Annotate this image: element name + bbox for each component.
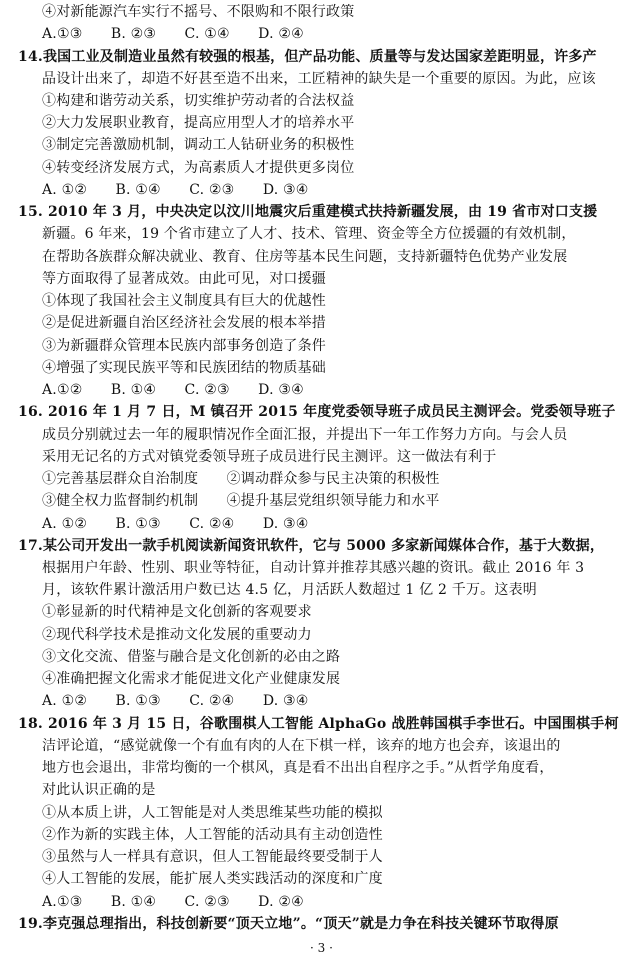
page-number: · 3 · — [310, 941, 333, 955]
option-line: ③为新疆群众管理本民族内部事务创造了条件 — [42, 337, 326, 354]
answer-choices: A. ①② B. ①④ C. ②③ D. ③④ — [42, 181, 309, 198]
answer-choices: A. ①② B. ①③ C. ②④ D. ③④ — [42, 693, 309, 710]
answer-choices: A.①② B. ①④ C. ②③ D. ③④ — [42, 382, 304, 398]
question-15-stem: 在帮助各族群众解决就业、教育、住房等基本民生问题，支持新疆特色优势产业发展 — [42, 248, 568, 265]
question-18-stem: 对此认识正确的是 — [42, 782, 156, 799]
question-17-stem: 根据用户年龄、性别、职业等特征，自动计算并推荐其感兴趣的资讯。截止 2016 年 3 — [42, 560, 585, 576]
option-line: ③制定完善激励机制，调动工人钻研业务的积极性 — [42, 137, 355, 154]
answer-choices: A.①③ B. ②③ C. ①④ D. ②④ — [42, 26, 304, 43]
question-18-stem: 洁评论道，“感觉就像一个有血有肉的人在下棋一样，该弃的地方也会弃，该退出的 — [42, 737, 561, 754]
answer-choices: A.①③ B. ①④ C. ②③ D. ②④ — [42, 893, 304, 910]
option-line: ④增强了实现民族平等和民族团结的物质基础 — [42, 359, 326, 376]
option-line: ②是促进新疆自治区经济社会发展的根本举措 — [42, 315, 326, 332]
question-16-stem: 16. 2016 年 1 月 7 日，M 镇召开 2015 年度党委领导班子成员民主测评会。党委领导班子 — [18, 404, 616, 421]
option-line: ①体现了我国社会主义制度具有巨大的优越性 — [42, 293, 326, 310]
question-16-stem: 采用无记名的方式对镇党委领导班子成员进行民主测评。这一做法有利于 — [42, 448, 497, 465]
question-14-stem: 品设计出来了，却造不好甚至造不出来，工匠精神的缺失是一个重要的原因。为此，应该 — [42, 70, 596, 87]
question-17-stem: 月，该软件累计激活用户数已达 4.5 亿，月活跃人数超过 1 亿 2 千万。这表明 — [42, 582, 537, 599]
option-line: ②大力发展职业教育，提高应用型人才的培养水平 — [42, 115, 355, 132]
question-14-stem: 14.我国工业及制造业虽然有较强的根基，但产品功能、质量等与发达国家差距明显，许多产 — [18, 48, 597, 65]
option-line: ①完善基层群众自治制度 ②调动群众参与民主决策的积极性 — [42, 471, 440, 487]
option-line: ②现代科学技术是推动文化发展的重要动力 — [42, 626, 312, 643]
question-17-stem: 17.某公司开发出一款手机阅读新闻资讯软件，它与 5000 多家新闻媒体合作，基于大数据， — [18, 537, 605, 554]
option-line: ③虽然与人一样具有意识，但人工智能最终要受制于人 — [42, 849, 383, 865]
option-line: ①构建和谐劳动关系，切实维护劳动者的合法权益 — [42, 93, 355, 109]
question-15-stem: 新疆。6 年来，19 个省市建立了人才、技术、管理、资金等全方位援疆的有效机制， — [42, 226, 576, 243]
question-19-stem: 19.李克强总理指出，科技创新要“顶天立地”。“顶天”就是力争在科技关键环节取得原 — [18, 915, 559, 932]
option-line: ③健全权力监督制约机制 ④提升基层党组织领导能力和水平 — [42, 493, 440, 510]
option-line: ④转变经济发展方式，为高素质人才提供更多岗位 — [42, 159, 355, 176]
option-line: ④对新能源汽车实行不摇号、不限购和不限行政策 — [42, 4, 355, 20]
answer-choices: A. ①② B. ①③ C. ②④ D. ③④ — [42, 515, 309, 532]
question-16-stem: 成员分别就过去一年的履职情况作全面汇报，并提出下一年工作努力方向。与会人员 — [42, 426, 568, 443]
option-line: ④人工智能的发展，能扩展人类实践活动的深度和广度 — [42, 871, 383, 888]
question-15-stem: 等方面取得了显著成效。由此可见，对口援疆 — [42, 270, 326, 287]
option-line: ②作为新的实践主体，人工智能的活动具有主动创造性 — [42, 826, 383, 843]
option-line: ④准确把握文化需求才能促进文化产业健康发展 — [42, 671, 341, 688]
question-18-stem: 地方也会退出，非常均衡的一个棋风，真是看不出出自程序之手。”从哲学角度看， — [42, 760, 554, 777]
option-line: ①彰显新的时代精神是文化创新的客观要求 — [42, 604, 312, 621]
option-line: ③文化交流、借鉴与融合是文化创新的必由之路 — [42, 648, 341, 665]
question-18-stem: 18. 2016 年 3 月 15 日，谷歌围棋人工智能 AlphaGo 战胜韩国棋手李世石。中国围棋手柯 — [18, 715, 619, 732]
question-15-stem: 15. 2010 年 3 月，中央决定以汶川地震灾后重建模式扶持新疆发展，由 19 省市对口支援 — [18, 204, 598, 221]
option-line: ①从本质上讲，人工智能是对人类思维某些功能的模拟 — [42, 804, 383, 821]
